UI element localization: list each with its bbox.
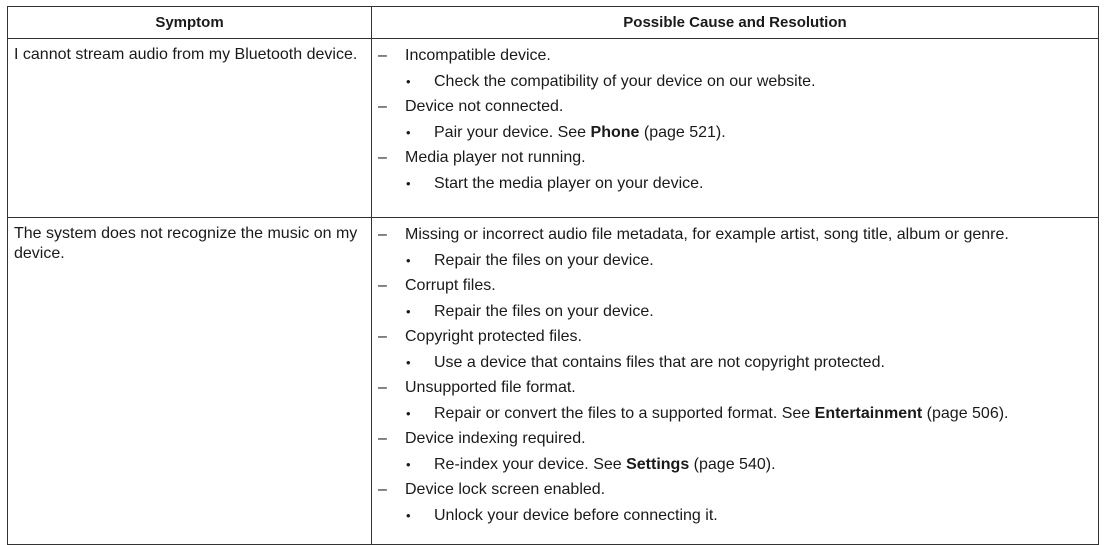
cross-reference-link: Entertainment	[814, 404, 923, 422]
resolution-text: Use a device that contains files that are not copyright protected.	[434, 353, 885, 371]
resolution-text: Re-index your device. See Settings (page 540).	[434, 455, 776, 473]
cause-item	[378, 43, 1092, 69]
resolution-item	[378, 120, 1092, 146]
cause-column-header: Possible Cause and Resolution	[372, 7, 1099, 39]
dash-marker: –	[378, 328, 387, 345]
resolution-text: Pair your device. See Phone (page 521).	[434, 123, 726, 141]
cause-item	[378, 222, 1092, 248]
cause-text: Copyright protected files.	[405, 328, 582, 345]
dash-marker: –	[378, 481, 387, 498]
cross-reference-link: Phone	[590, 123, 640, 141]
table-header-row	[8, 7, 1099, 39]
bullet-marker: •	[406, 405, 411, 421]
resolution-item	[378, 171, 1092, 197]
cause-text: Media player not running.	[405, 149, 586, 166]
symptom-column-header: Symptom	[8, 7, 372, 39]
table-row	[8, 39, 1099, 218]
cause-item	[378, 324, 1092, 350]
resolution-item	[378, 248, 1092, 274]
resolution-item	[378, 452, 1092, 478]
bullet-marker: •	[406, 507, 411, 523]
cause-text: Device indexing required.	[405, 430, 586, 447]
resolution-text: Repair the files on your device.	[434, 302, 654, 320]
cause-item	[378, 145, 1092, 171]
bullet-marker: •	[406, 303, 411, 319]
resolution-item	[378, 299, 1092, 325]
table-row	[8, 218, 1099, 545]
resolution-text: Unlock your device before connecting it.	[434, 506, 718, 524]
bullet-marker: •	[406, 124, 411, 140]
cause-item	[378, 375, 1092, 401]
cause-cell	[372, 218, 1099, 545]
resolution-item	[378, 401, 1092, 427]
dash-marker: –	[378, 47, 387, 64]
cause-item	[378, 426, 1092, 452]
resolution-text: Repair the files on your device.	[434, 251, 654, 269]
dash-marker: –	[378, 277, 387, 294]
cause-text: Device not connected.	[405, 98, 564, 115]
resolution-text: Check the compatibility of your device on our website.	[434, 72, 816, 90]
bullet-marker: •	[406, 252, 411, 268]
dash-marker: –	[378, 430, 387, 447]
bullet-marker: •	[406, 175, 411, 191]
cause-text: Missing or incorrect audio file metadata, for example artist, song title, album or genre.	[405, 226, 1009, 243]
cause-text: Unsupported file format.	[405, 379, 576, 396]
dash-marker: –	[378, 226, 387, 243]
cause-item	[378, 273, 1092, 299]
bullet-marker: •	[406, 456, 411, 472]
cross-reference-link: Settings	[626, 455, 690, 473]
troubleshooting-table	[7, 6, 1099, 545]
resolution-item	[378, 69, 1092, 95]
dash-marker: –	[378, 98, 387, 115]
bullet-marker: •	[406, 354, 411, 370]
resolution-text: Start the media player on your device.	[434, 174, 704, 192]
cause-text: Corrupt files.	[405, 277, 496, 294]
resolution-item	[378, 350, 1092, 376]
cause-text: Incompatible device.	[405, 47, 551, 64]
symptom-cell: I cannot stream audio from my Bluetooth device.	[8, 39, 372, 218]
cause-text: Device lock screen enabled.	[405, 481, 606, 498]
cause-item	[378, 477, 1092, 503]
dash-marker: –	[378, 149, 387, 166]
cause-item	[378, 94, 1092, 120]
symptom-cell: The system does not recognize the music on my device.	[8, 218, 372, 545]
cause-cell	[372, 39, 1099, 218]
dash-marker: –	[378, 379, 387, 396]
resolution-item	[378, 503, 1092, 529]
bullet-marker: •	[406, 73, 411, 89]
resolution-text: Repair or convert the files to a supported format. See Entertainment (page 506).	[434, 404, 1009, 422]
